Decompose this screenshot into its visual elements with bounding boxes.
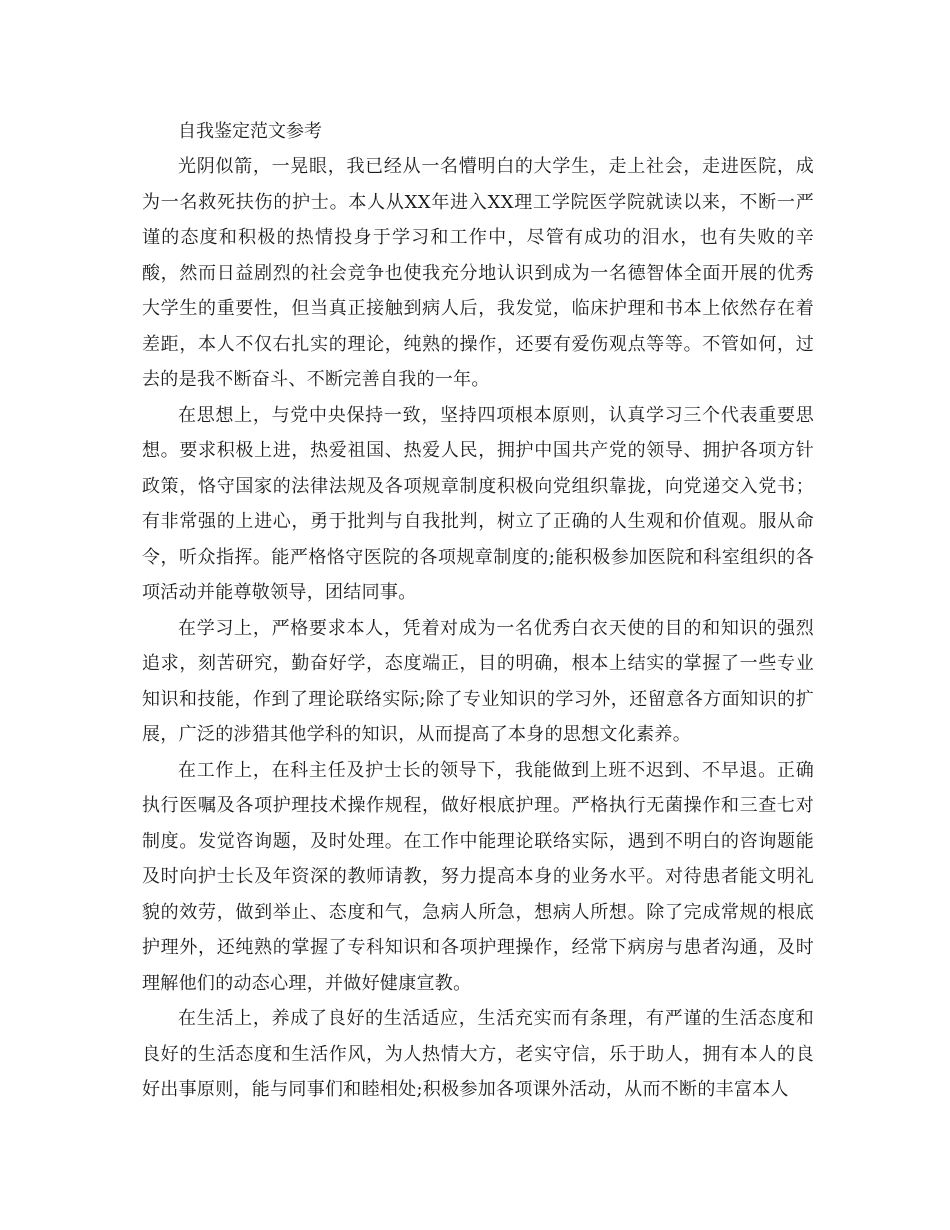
paragraph-ideology: 在思想上，与党中央保持一致，坚持四项根本原则，认真学习三个代表重要思想。要求积极上进，热爱祖国、热爱人民，拥护中国共产党的领导、拥护各项方针政策，恪守国家的法律法规及各项规章制度积极向党组织靠拢，向党递交入党书；有非常强的上进心，勇于批判与自我批判，树立了正确的人生观和价值观。服从命令，听众指挥。能严格恪守医院的各项规章制度的;能积极参加医院和科室组织的各项活动并能尊敬领导，团结同事。	[142, 404, 814, 603]
document-title: 自我鉴定范文参考	[178, 121, 322, 142]
paragraph-study: 在学习上，严格要求本人，凭着对成为一名优秀白衣天使的目的和知识的强烈追求，刻苦研究，勤奋好学，态度端正，目的明确，根本上结实的掌握了一些专业知识和技能，作到了理论联络实际;除了专业知识的学习外，还留意各方面知识的扩展，广泛的涉猎其他学科的知识，从而提高了本身的思想文化素养。	[142, 617, 814, 745]
document-body	[142, 115, 814, 1108]
paragraph-work: 在工作上，在科主任及护士长的领导下，我能做到上班不迟到、不早退。正确执行医嘱及各项护理技术操作规程，做好根底护理。严格执行无菌操作和三查七对制度。发觉咨询题，及时处理。在工作中能理论联络实际，遇到不明白的咨询题能及时向护士长及年资深的教师请教，努力提高本身的业务水平。对待患者能文明礼貌的效劳，做到举止、态度和气，急病人所急，想病人所想。除了完成常规的根底护理外，还纯熟的掌握了专科知识和各项护理操作，经常下病房与患者沟通，及时理解他们的动态心理，并做好健康宣教。	[142, 759, 814, 994]
paragraph-life: 在生活上，养成了良好的生活适应，生活充实而有条理，有严谨的生活态度和良好的生活态度和生活作风，为人热情大方，老实守信，乐于助人，拥有本人的良好出事原则，能与同事们和睦相处;积极参加各项课外活动，从而不断的丰富本人	[142, 1008, 814, 1100]
paragraph-intro: 光阴似箭，一晃眼，我已经从一名懵明白的大学生，走上社会，走进医院，成为一名救死扶伤的护士。本人从XX年进入XX理工学院医学院就读以来，不断一严谨的态度和积极的热情投身于学习和工作中，尽管有成功的泪水，也有失败的辛酸，然而日益剧烈的社会竞争也使我充分地认识到成为一名德智体全面开展的优秀大学生的重要性，但当真正接触到病人后，我发觉，临床护理和书本上依然存在着差距，本人不仅右扎实的理论，纯熟的操作，还要有爱伤观点等等。不管如何，过去的是我不断奋斗、不断完善自我的一年。	[142, 156, 814, 390]
